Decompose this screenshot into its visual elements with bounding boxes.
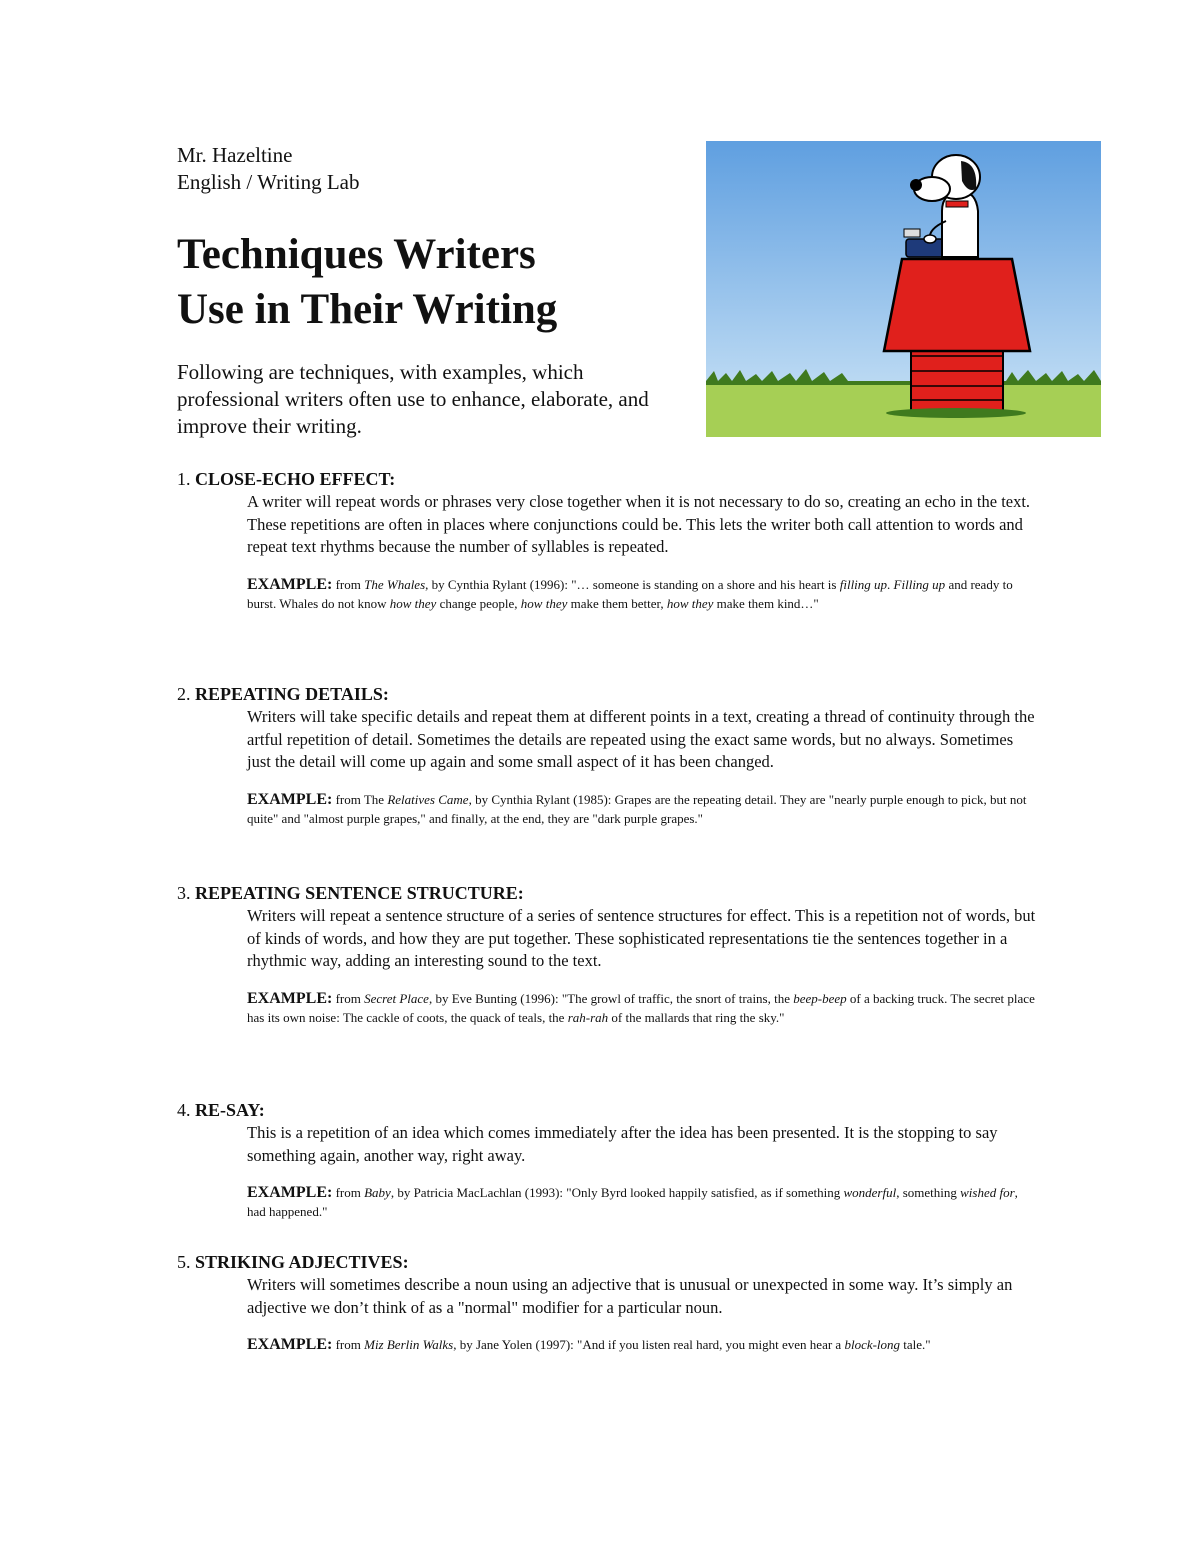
- book-title: The Whales: [364, 576, 426, 592]
- example-text: .: [887, 576, 894, 592]
- author-name: Mr. Hazeltine: [177, 143, 293, 167]
- emphasis-text: beep-beep: [793, 990, 847, 1006]
- technique-section-2: [177, 683, 1037, 828]
- example-text: of the mallards that ring the sky.": [608, 1009, 785, 1025]
- emphasis-text: wonderful: [843, 1185, 897, 1200]
- teacher-header: [177, 142, 360, 196]
- example-label: EXAMPLE:: [247, 1336, 333, 1353]
- example-label: EXAMPLE:: [247, 989, 333, 1007]
- example-text: from: [335, 990, 365, 1006]
- section-example: [247, 989, 1037, 1027]
- example-text: make them better,: [567, 595, 667, 611]
- section-name: REPEATING DETAILS:: [195, 684, 389, 704]
- book-title: Relatives Came: [387, 791, 469, 807]
- emphasis-text: how they: [666, 595, 714, 611]
- section-number: 4.: [177, 1100, 191, 1120]
- example-text: , by Eve Bunting (1996): "The growl of traffic, the snort of trains, the: [428, 990, 794, 1006]
- section-description: This is a repetition of an idea which comes immediately after the idea has been presented. It is the stopping to say something again, another way, right away.: [247, 1123, 998, 1165]
- section-heading: [177, 882, 1037, 905]
- example-text: , by Cynthia Rylant (1985): Grapes are the repeating detail. They are "nearly purple enough to pick, but not quite" and "almost purple grapes," and finally, at the end, they are "dark purple grapes.": [247, 791, 1027, 826]
- emphasis-text: how they: [389, 595, 437, 611]
- section-example: [247, 790, 1037, 828]
- title-line-2: Use in Their Writing: [177, 286, 558, 333]
- section-heading: [177, 468, 1037, 491]
- course-name: English / Writing Lab: [177, 170, 360, 194]
- example-label: EXAMPLE:: [247, 790, 333, 808]
- section-name: REPEATING SENTENCE STRUCTURE:: [195, 883, 524, 903]
- section-description: Writers will sometimes describe a noun using an adjective that is unusual or unexpected in some way. It’s simply an adjective we don’t think of as a "normal" modifier for a particular noun.: [247, 1275, 1013, 1317]
- intro-paragraph: Following are techniques, with examples, which professional writers often use to enhance, elaborate, and improve their writing.: [177, 360, 649, 438]
- example-text: tale.": [900, 1337, 931, 1352]
- example-text: , had happened.": [247, 1185, 1018, 1219]
- technique-section-3: [177, 882, 1037, 1027]
- technique-section-4: [177, 1099, 1037, 1221]
- book-title: Secret Place: [364, 990, 429, 1006]
- emphasis-text: filling up: [839, 576, 888, 592]
- section-name: RE-SAY:: [195, 1100, 265, 1120]
- example-text: from: [335, 1337, 365, 1352]
- section-heading: [177, 1251, 1037, 1274]
- emphasis-text: how they: [520, 595, 568, 611]
- section-example: [247, 575, 1037, 613]
- section-name: CLOSE-ECHO EFFECT:: [195, 469, 396, 489]
- section-heading: [177, 1099, 1037, 1122]
- example-text: from The: [335, 791, 388, 807]
- section-number: 2.: [177, 684, 191, 704]
- section-name: STRIKING ADJECTIVES:: [195, 1252, 409, 1272]
- technique-section-1: [177, 468, 1037, 613]
- example-label: EXAMPLE:: [247, 575, 333, 593]
- section-description: Writers will repeat a sentence structure of a series of sentence structures for effect. This is a repetition not of words, but of kinds of words, and how they are put together. These sophisticated representations tie the sentences together in a rhythmic way, adding an interesting sound to the text.: [247, 906, 1036, 970]
- page-title: [177, 227, 557, 337]
- section-number: 1.: [177, 469, 191, 489]
- example-text: , by Cynthia Rylant (1996): "… someone is standing on a shore and his heart is: [425, 576, 840, 592]
- example-text: and ready to burst. Whales do not know: [247, 576, 1013, 611]
- example-label: EXAMPLE:: [247, 1184, 333, 1201]
- emphasis-text: wished for: [960, 1185, 1015, 1200]
- emphasis-text: rah-rah: [567, 1009, 609, 1025]
- title-line-1: Techniques Writers: [177, 231, 536, 278]
- technique-section-5: [177, 1251, 1037, 1354]
- section-number: 5.: [177, 1252, 191, 1272]
- section-heading: [177, 683, 1037, 706]
- example-text: , something: [896, 1185, 961, 1200]
- example-text: , by Jane Yolen (1997): "And if you listen real hard, you might even hear a: [453, 1337, 845, 1352]
- example-text: change people,: [436, 595, 521, 611]
- section-number: 3.: [177, 883, 191, 903]
- emphasis-text: block-long: [844, 1337, 901, 1352]
- section-example: [247, 1335, 1037, 1354]
- section-description: Writers will take specific details and repeat them at different points in a text, creating a thread of continuity through the artful repetition of detail. Sometimes the details are repeated using the exact same words, but no always. Sometimes just the detail will come up again and some small aspect of it has been changed.: [247, 707, 1035, 771]
- section-example: [247, 1183, 1037, 1221]
- section-description: A writer will repeat words or phrases very close together when it is not necessary to do so, creating an echo in the text. These repetitions are often in places where conjunctions could be. This lets the writer both call attention to words and repeat text rhythms because the number of syllables is repeated.: [247, 492, 1031, 556]
- snoopy-typewriter-doghouse-image: [706, 141, 1101, 437]
- example-text: from: [335, 576, 365, 592]
- book-title: Miz Berlin Walks: [364, 1337, 454, 1352]
- example-text: , by Patricia MacLachlan (1993): "Only Byrd looked happily satisfied, as if something: [390, 1185, 844, 1200]
- emphasis-text: Filling up: [893, 576, 946, 592]
- book-title: Baby: [364, 1185, 391, 1200]
- example-text: make them kind…": [713, 595, 819, 611]
- example-text: of a backing truck. The secret place has its own noise: The cackle of coots, the quack of teals, the: [247, 990, 1035, 1025]
- example-text: from: [335, 1185, 365, 1200]
